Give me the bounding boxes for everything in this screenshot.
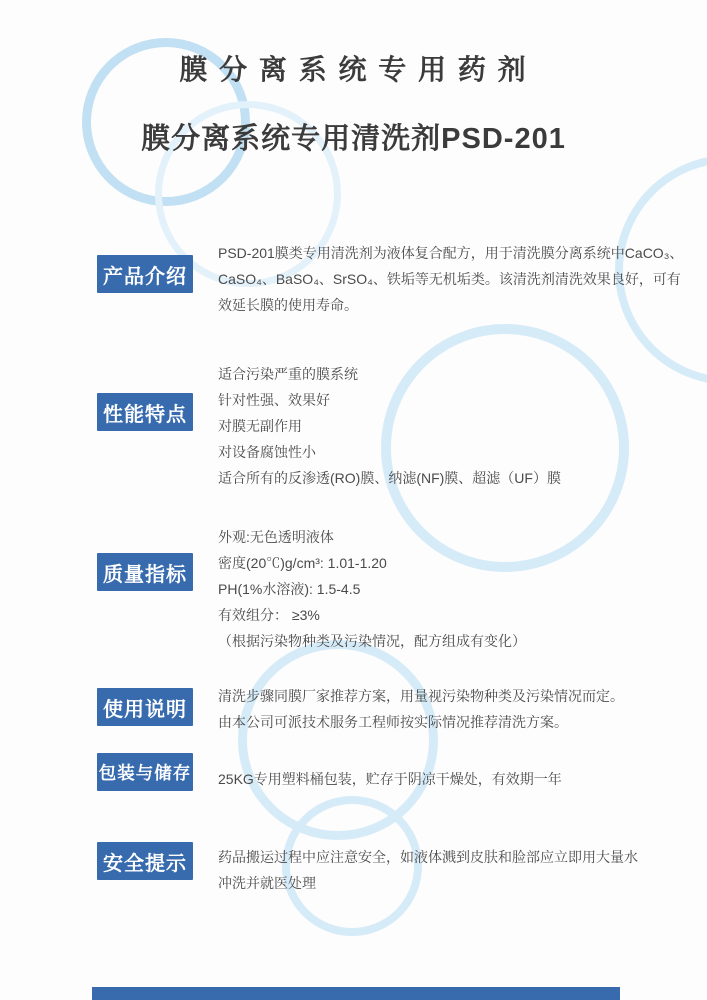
- section-label-usage-instructions: 使用说明: [97, 688, 193, 726]
- text-line: 由本公司可派技术服务工程师按实际情况推荐清洗方案。: [218, 714, 568, 730]
- text-line: 外观:无色透明液体: [218, 529, 334, 545]
- text-line: 针对性强、效果好: [218, 392, 330, 408]
- section-text-safety-notice: [218, 844, 638, 896]
- text-line: 冲洗并就医处理: [218, 875, 316, 891]
- section-text-quality-specs: [218, 524, 526, 654]
- text-line: PSD-201膜类专用清洗剂为液体复合配方，用于清洗膜分离系统中CaCO₃、: [218, 245, 684, 261]
- page-title: 膜 分 离 系 统 专 用 药 剂: [179, 54, 528, 85]
- text-line: 25KG专用塑料桶包装，贮存于阴凉干燥处，有效期一年: [218, 771, 562, 787]
- bottom-accent-bar: [92, 987, 620, 1000]
- section-text-usage-instructions: [218, 683, 624, 735]
- text-line: 密度(20℃)g/cm³: 1.01-1.20: [218, 555, 387, 571]
- text-line: 清洗步骤同膜厂家推荐方案，用量视污染物种类及污染情况而定。: [218, 688, 624, 704]
- section-label-product-intro: 产品介绍: [97, 255, 193, 293]
- text-line: 适合所有的反渗透(RO)膜、纳滤(NF)膜、超滤（UF）膜: [218, 470, 561, 486]
- text-line: （根据污染物种类及污染情况，配方组成有变化）: [218, 633, 526, 649]
- section-label-safety-notice: 安全提示: [97, 842, 193, 880]
- section-text-packaging-storage: [218, 766, 562, 792]
- page-subtitle: 膜分离系统专用清洗剂PSD-201: [141, 123, 566, 155]
- text-line: 药品搬运过程中应注意安全，如液体溅到皮肤和脸部应立即用大量水: [218, 849, 638, 865]
- text-line: CaSO₄、BaSO₄、SrSO₄、铁垢等无机垢类。该清洗剂清洗效果良好，可有: [218, 271, 681, 287]
- text-line: 适合污染严重的膜系统: [218, 366, 358, 382]
- section-label-packaging-storage: 包装与储存: [97, 753, 193, 791]
- section-label-quality-specs: 质量指标: [97, 553, 193, 591]
- section-text-performance-features: [218, 361, 561, 491]
- text-line: 对膜无副作用: [218, 418, 302, 434]
- section-label-performance-features: 性能特点: [97, 393, 193, 431]
- text-line: 效延长膜的使用寿命。: [218, 297, 358, 313]
- section-text-product-intro: [218, 240, 683, 318]
- text-line: PH(1%水溶液): 1.5-4.5: [218, 581, 361, 597]
- text-line: 对设备腐蚀性小: [218, 444, 316, 460]
- text-line: 有效组分： ≥3%: [218, 607, 320, 623]
